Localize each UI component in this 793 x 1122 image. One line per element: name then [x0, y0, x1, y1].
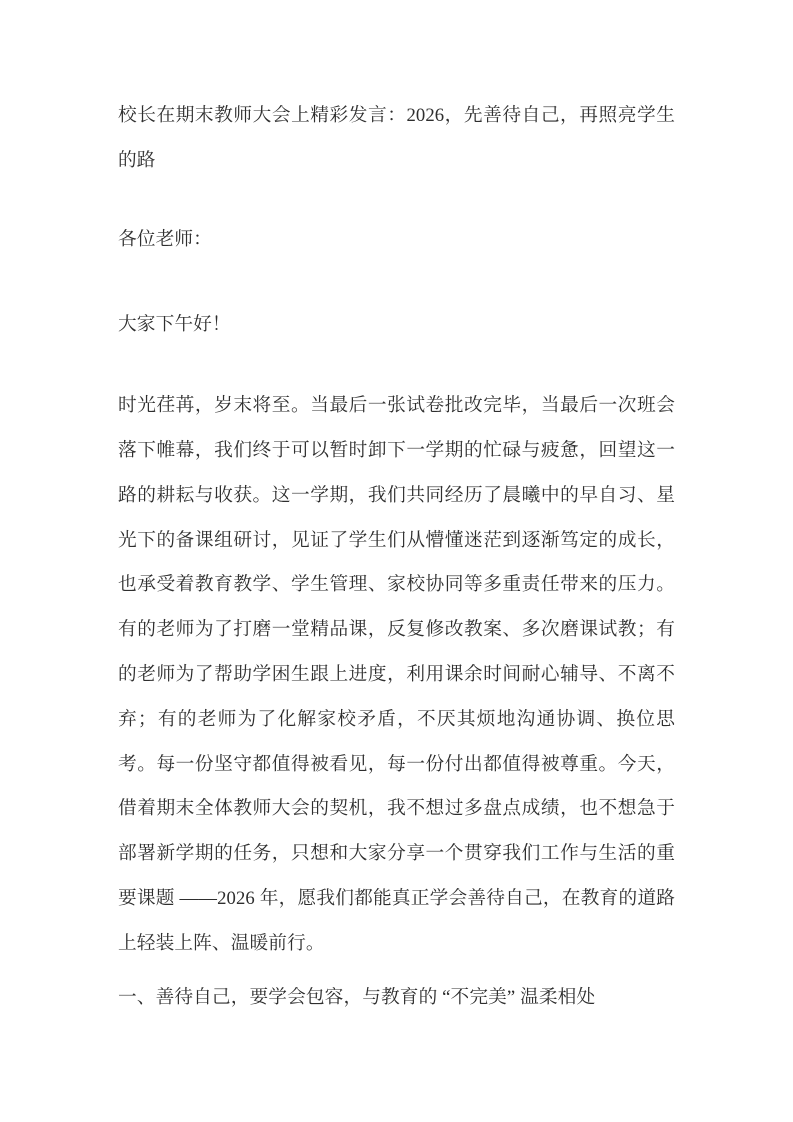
document-title: 校长在期末教师大会上精彩发言：2026，先善待自己，再照亮学生的路 [118, 105, 675, 171]
greeting-line: 大家下午好！ [118, 314, 231, 336]
salutation-line: 各位老师： [118, 228, 212, 250]
document-content [118, 94, 675, 1020]
body-paragraph: 时光荏苒，岁末将至。当最后一张试卷批改完毕，当最后一次班会落下帷幕，我们终于可以暂时卸下一学期的忙碌与疲惫，回望这一路的耕耘与收获。这一学期，我们共同经历了晨曦中的早自习、星光下的备课组研讨，见证了学生们从懵懂迷茫到逐渐笃定的成长，也承受着教育教学、学生管理、家校协同等多重责任带来的压力。有的老师为了打磨一堂精品课，反复修改教案、多次磨课试教；有的老师为了帮助学困生跟上进度，利用课余时间耐心辅导、不离不弃；有的老师为了化解家校矛盾，不厌其烦地沟通协调、换位思考。每一份坚守都值得被看见，每一份付出都值得被尊重。今天，借着期末全体教师大会的契机，我不想过多盘点成绩，也不想急于部署新学期的任务，只想和大家分享一个贯穿我们工作与生活的重要课题 ——2026 年，愿我们都能真正学会善待自己，在教育的道路上轻装上阵、温暖前行。 [118, 395, 675, 954]
section-heading: 一、善待自己，要学会包容，与教育的 “不完美” 温柔相处 [118, 986, 596, 1008]
